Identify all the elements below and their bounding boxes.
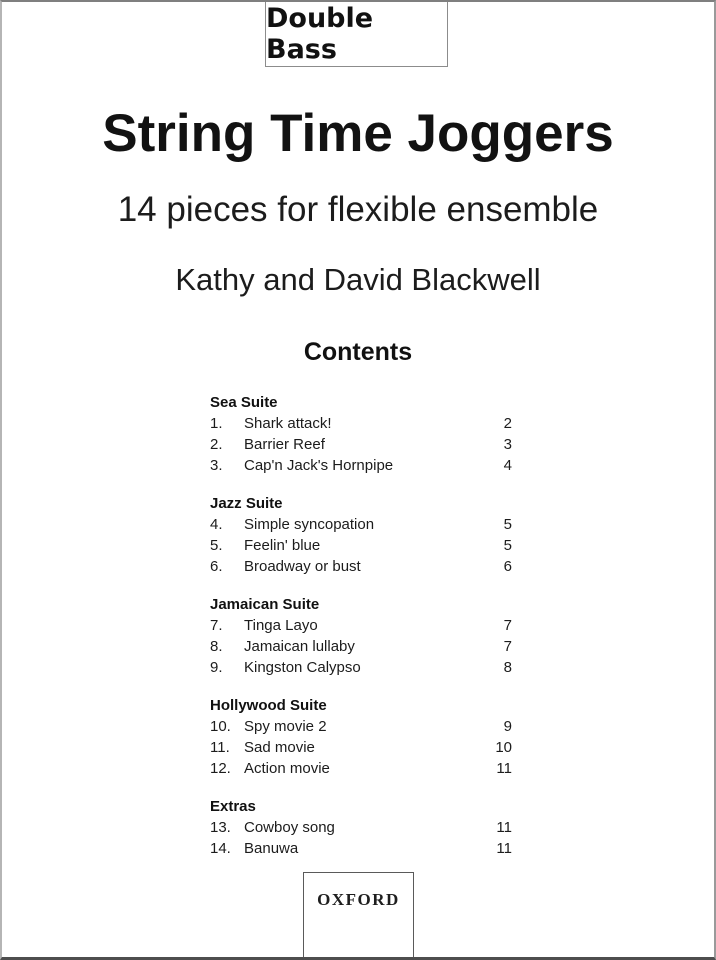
toc-item-title: Sad movie — [244, 739, 315, 756]
toc-item-page: 11 — [496, 840, 512, 857]
toc-section-name: Jazz Suite — [210, 495, 283, 512]
instrument-label: Double Bass — [266, 3, 374, 65]
toc-row — [210, 817, 512, 838]
toc-row — [210, 514, 512, 535]
toc-row — [210, 737, 512, 758]
toc-section — [210, 796, 512, 859]
toc-item-title: Barrier Reef — [244, 436, 325, 453]
toc-item-title: Shark attack! — [244, 415, 332, 432]
toc-item-page: 5 — [503, 537, 512, 554]
toc-item-title: Banuwa — [244, 840, 299, 857]
toc-item-title: Cap'n Jack's Hornpipe — [244, 457, 394, 474]
toc-row — [210, 535, 512, 556]
toc-row — [210, 615, 512, 636]
book-authors: Kathy and David Blackwell — [175, 262, 541, 297]
publisher-logo: OXFORD — [317, 890, 400, 909]
contents-list — [210, 392, 512, 876]
toc-item-title: Jamaican lullaby — [244, 638, 355, 655]
toc-item-number: 14. — [210, 840, 231, 857]
toc-item-title: Action movie — [244, 760, 330, 777]
toc-item-page: 3 — [503, 436, 512, 453]
instrument-label-box — [265, 2, 448, 67]
toc-section-name: Jamaican Suite — [210, 596, 320, 613]
toc-item-number: 3. — [210, 457, 223, 474]
toc-row — [210, 838, 512, 859]
toc-item-page: 10 — [495, 739, 512, 756]
toc-item-title: Tinga Layo — [244, 617, 318, 634]
toc-row — [210, 716, 512, 737]
toc-section — [210, 392, 512, 476]
toc-item-page: 7 — [503, 617, 512, 634]
toc-section — [210, 695, 512, 779]
toc-item-page: 7 — [503, 638, 512, 655]
toc-row — [210, 657, 512, 678]
toc-item-page: 8 — [503, 659, 512, 676]
toc-item-number: 13. — [210, 819, 231, 836]
toc-section-name: Sea Suite — [210, 394, 278, 411]
toc-item-page: 6 — [503, 558, 512, 575]
toc-row — [210, 556, 512, 577]
book-subtitle: 14 pieces for flexible ensemble — [117, 190, 599, 229]
book-title: String Time Joggers — [102, 104, 614, 163]
toc-item-page: 4 — [503, 457, 512, 474]
toc-item-title: Simple syncopation — [244, 516, 375, 533]
toc-item-title: Cowboy song — [244, 819, 335, 836]
toc-item-number: 12. — [210, 760, 231, 777]
toc-row — [210, 455, 512, 476]
toc-item-title: Broadway or bust — [244, 558, 361, 575]
toc-item-title: Feelin' blue — [244, 537, 321, 554]
toc-section-name: Extras — [210, 798, 256, 815]
toc-item-number: 10. — [210, 718, 231, 735]
toc-item-number: 2. — [210, 436, 223, 453]
toc-item-page: 5 — [503, 516, 512, 533]
toc-item-number: 5. — [210, 537, 223, 554]
publisher-logo-box — [303, 872, 414, 960]
toc-item-number: 4. — [210, 516, 223, 533]
toc-item-page: 2 — [503, 415, 512, 432]
toc-row — [210, 636, 512, 657]
toc-item-number: 6. — [210, 558, 223, 575]
toc-item-page: 11 — [496, 760, 512, 777]
toc-item-number: 11. — [210, 739, 230, 756]
toc-item-title: Spy movie 2 — [244, 718, 327, 735]
contents-heading: Contents — [303, 338, 413, 366]
toc-row — [210, 758, 512, 779]
toc-section — [210, 594, 512, 678]
toc-item-number: 1. — [210, 415, 223, 432]
toc-item-number: 8. — [210, 638, 223, 655]
toc-item-number: 7. — [210, 617, 223, 634]
toc-row — [210, 434, 512, 455]
toc-item-title: Kingston Calypso — [244, 659, 361, 676]
toc-row — [210, 413, 512, 434]
toc-section — [210, 493, 512, 577]
toc-item-number: 9. — [210, 659, 223, 676]
toc-item-page: 11 — [496, 819, 512, 836]
toc-item-page: 9 — [503, 718, 512, 735]
toc-section-name: Hollywood Suite — [210, 697, 327, 714]
